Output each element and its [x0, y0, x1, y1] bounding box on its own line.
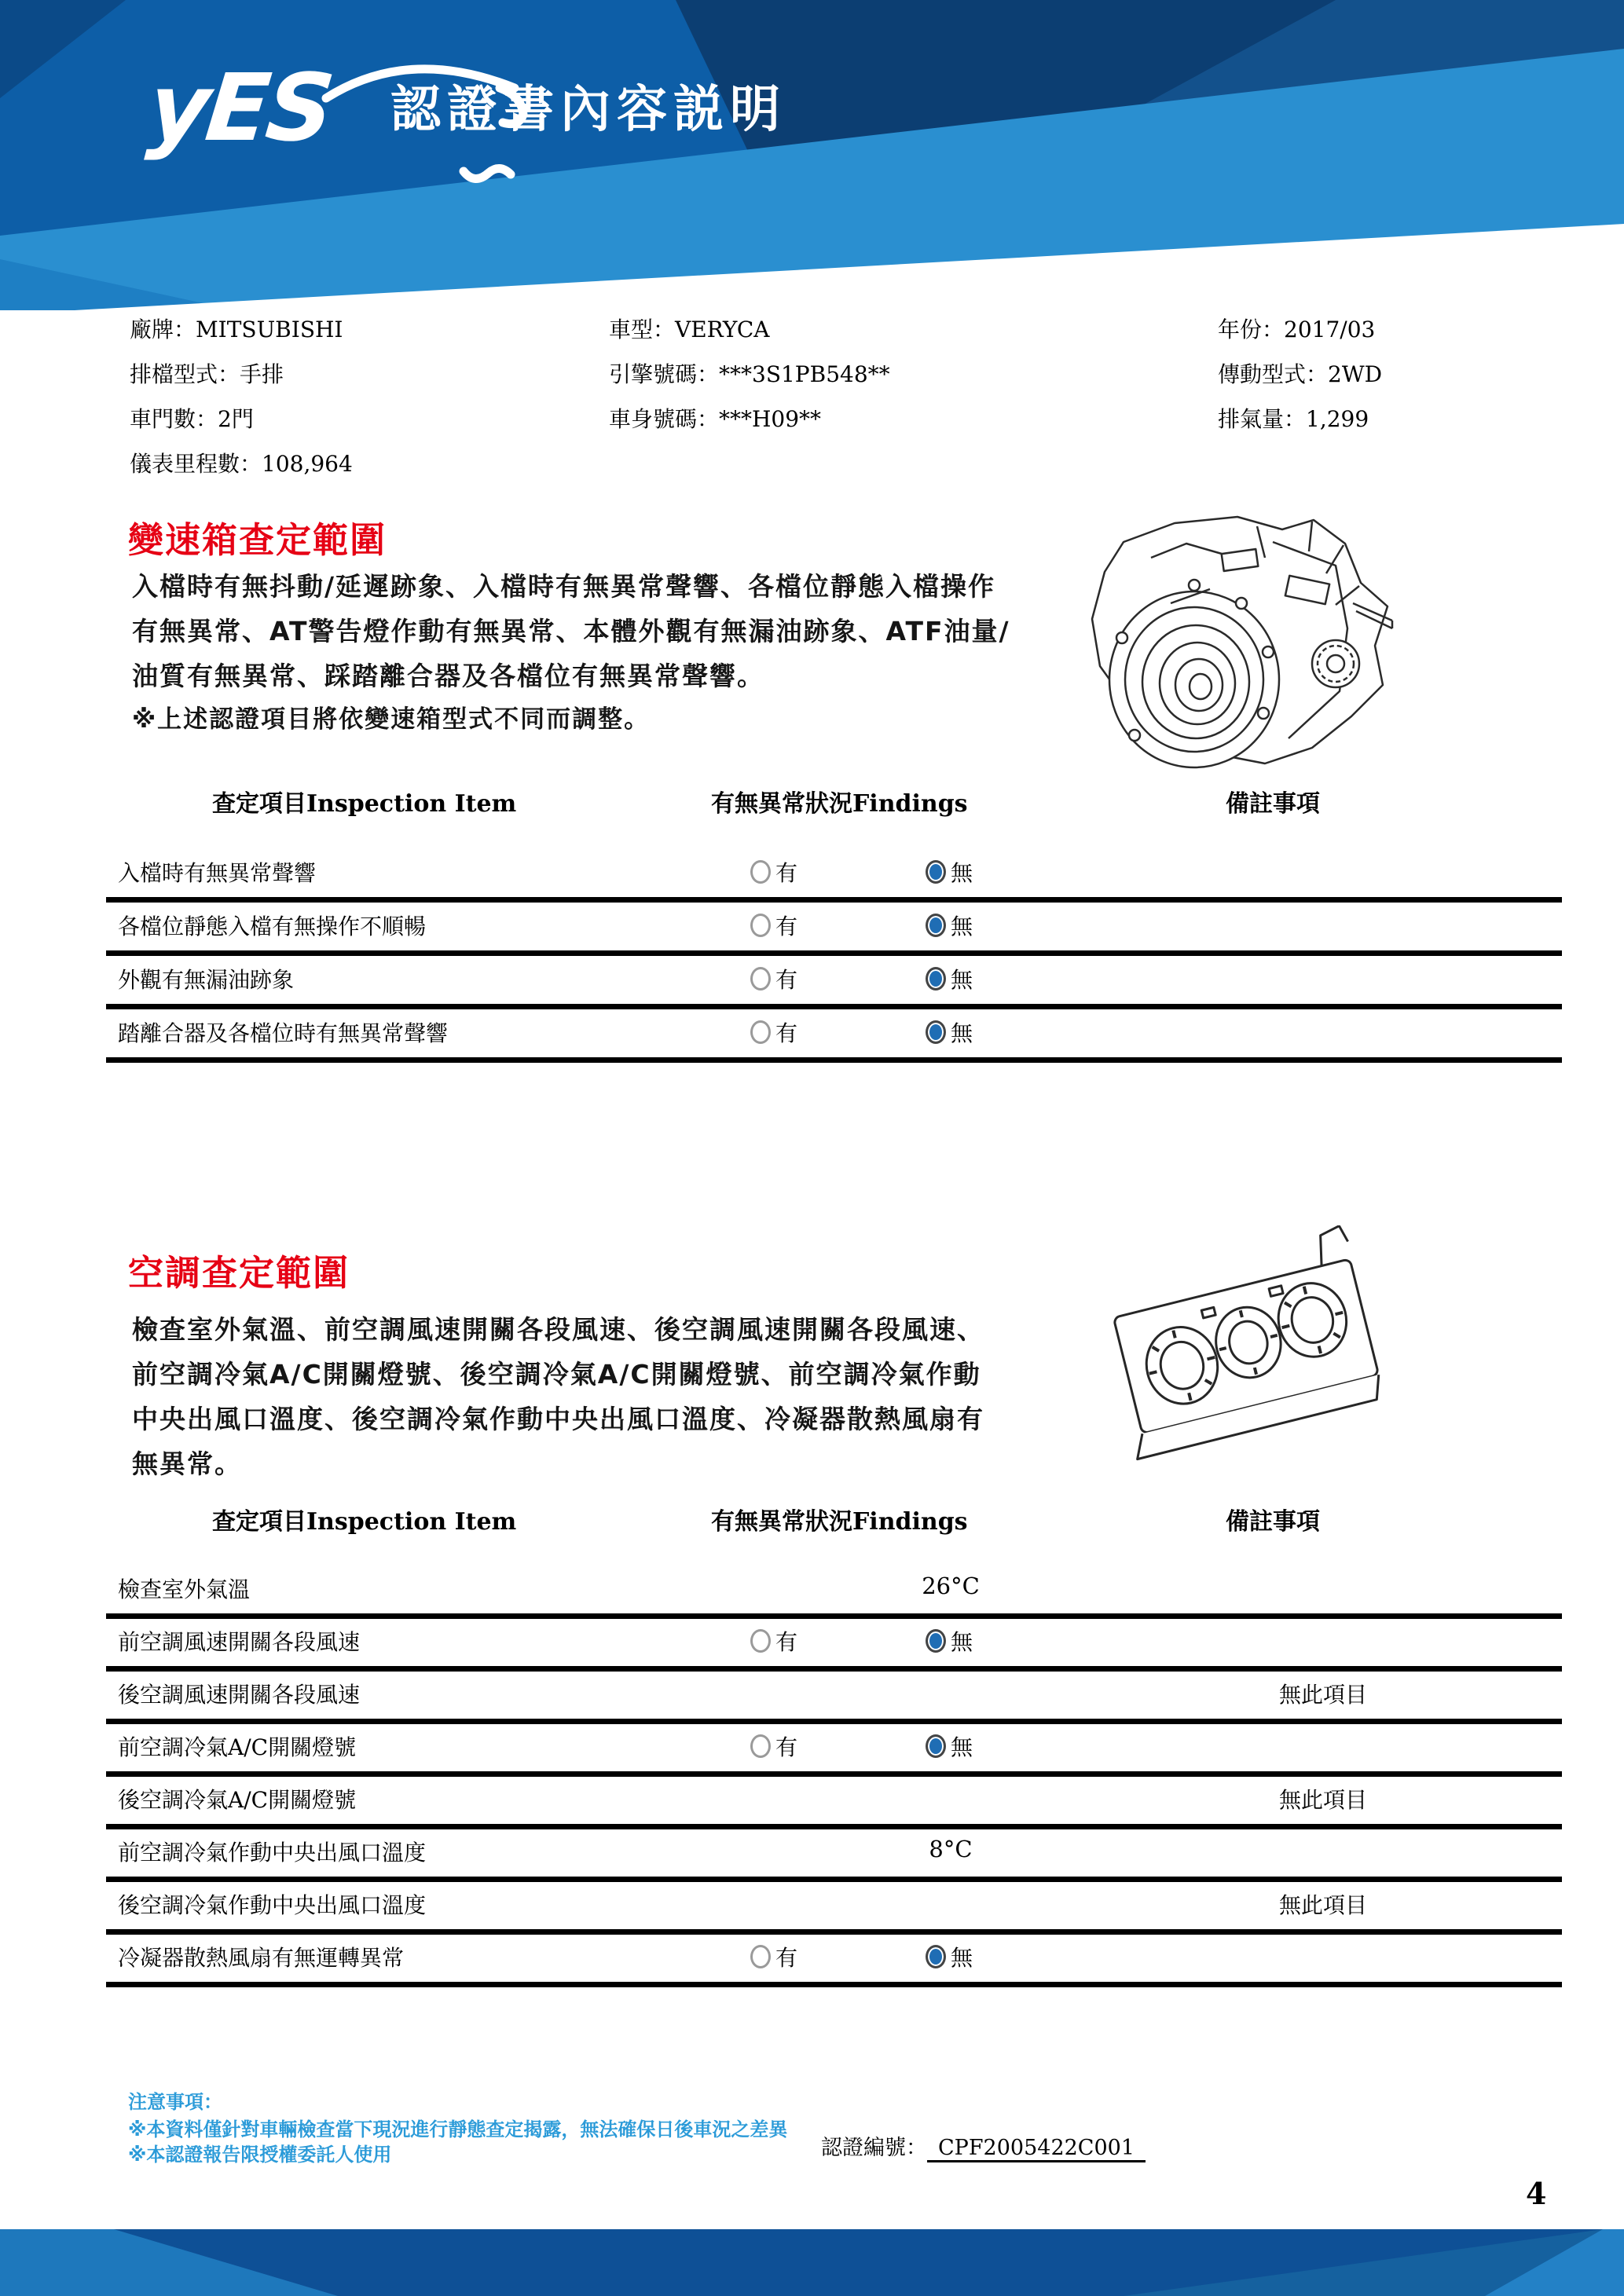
aircon-desc-line: 中央出風口溫度、後空調冷氣作動中央出風口溫度、冷凝器散熱風扇有	[132, 1404, 984, 1434]
table-divider	[106, 950, 1562, 956]
transmission-desc-line: 油質有無異常、踩踏離合器及各檔位有無異常聲響。	[132, 661, 764, 691]
finding-value: 8°C	[929, 1836, 973, 1862]
table-divider	[106, 897, 1562, 903]
t1-header-item: 查定項目Inspection Item	[212, 790, 517, 818]
table-divider	[106, 1004, 1562, 1009]
certificate-number-value: CPF2005422C001	[927, 2136, 1146, 2162]
vehicle-model: 車型：VERYCA	[609, 317, 770, 342]
table-divider	[106, 1877, 1562, 1882]
radio-no-selected[interactable]	[926, 1734, 946, 1758]
radio-no-selected[interactable]	[926, 860, 946, 884]
inspection-item-label: 檢查室外氣溫	[118, 1576, 251, 1602]
vehicle-doors: 車門數：2門	[130, 406, 254, 432]
radio-yes[interactable]	[750, 1629, 771, 1653]
table-row	[106, 1888, 1562, 1929]
notice-title: 注意事項：	[128, 2091, 222, 2113]
vehicle-drivetrain: 傳動型式：2WD	[1218, 361, 1383, 387]
footer-banner	[0, 2229, 1624, 2296]
inspection-item-label: 前空調冷氣作動中央出風口溫度	[118, 1840, 427, 1866]
inspection-item-label: 踏離合器及各檔位時有無異常聲響	[118, 1020, 449, 1046]
transmission-section-title: 變速箱查定範圍	[128, 519, 387, 561]
inspection-item-label: 後空調冷氣A/C開關燈號	[118, 1787, 357, 1813]
certificate-number-label: 認證編號：	[821, 2136, 927, 2160]
table-row	[106, 1573, 1562, 1613]
transmission-desc-note: ※上述認證項目將依變速箱型式不同而調整。	[132, 705, 651, 734]
vehicle-gearbox-type: 排檔型式：手排	[130, 361, 284, 387]
vehicle-vin: 車身號碼：***H09**	[609, 406, 822, 432]
radio-yes[interactable]	[750, 967, 771, 991]
t1-header-findings: 有無異常狀況Findings	[711, 790, 968, 818]
t2-header-findings: 有無異常狀況Findings	[711, 1508, 968, 1536]
vehicle-brand: 廠牌：MITSUBISHI	[130, 317, 343, 342]
table-row: 冷凝器散熱風扇有無運轉異常 有 無	[106, 1941, 1562, 1982]
table-row: 前空調風速開關各段風速 有 無	[106, 1625, 1562, 1666]
t2-header-notes: 備註事項	[1226, 1508, 1320, 1536]
transmission-desc-line: 入檔時有無抖動/延遲跡象、入檔時有無異常聲響、各檔位靜態入檔操作	[132, 571, 996, 602]
inspection-item-label: 外觀有無漏油跡象	[118, 967, 295, 993]
table-row	[106, 1783, 1562, 1824]
finding-value: 26°C	[922, 1573, 980, 1599]
table-row: 各檔位靜態入檔有無操作不順暢 有 無	[106, 910, 1562, 950]
radio-no-selected[interactable]	[926, 1020, 946, 1044]
vehicle-mileage: 儀表里程數：108,964	[130, 451, 353, 477]
remark-no-item: 無此項目	[1279, 1787, 1368, 1813]
inspection-item-label: 前空調冷氣A/C開關燈號	[118, 1734, 357, 1760]
table-divider	[106, 1719, 1562, 1724]
page-title: 認證書內容説明	[390, 81, 786, 139]
vehicle-year: 年份：2017/03	[1218, 317, 1376, 342]
table-divider	[106, 1771, 1562, 1777]
aircon-desc-line: 無異常。	[132, 1448, 242, 1479]
table-row	[106, 1836, 1562, 1877]
radio-yes[interactable]	[750, 860, 771, 884]
t2-header-item: 查定項目Inspection Item	[212, 1508, 517, 1536]
remark-no-item: 無此項目	[1279, 1892, 1368, 1918]
t1-header-notes: 備註事項	[1226, 790, 1320, 818]
radio-no-selected[interactable]	[926, 1945, 946, 1968]
table-divider	[106, 1824, 1562, 1829]
remark-no-item: 無此項目	[1279, 1682, 1368, 1708]
vehicle-engine-no: 引擎號碼：***3S1PB548**	[609, 361, 890, 387]
notice-line: ※本資料僅針對車輛檢查當下現況進行靜態查定揭露，無法確保日後車況之差異	[128, 2118, 788, 2140]
inspection-item-label: 各檔位靜態入檔有無操作不順暢	[118, 914, 427, 939]
inspection-item-label: 冷凝器散熱風扇有無運轉異常	[118, 1945, 405, 1971]
notice-line: ※本認證報告限授權委託人使用	[128, 2144, 392, 2166]
aircon-section-title: 空調查定範圍	[128, 1252, 350, 1294]
table-row: 外觀有無漏油跡象 有 無	[106, 963, 1562, 1004]
table-divider	[106, 1057, 1562, 1063]
inspection-item-label: 後空調冷氣作動中央出風口溫度	[118, 1892, 427, 1918]
table-row: 前空調冷氣A/C開關燈號 有 無	[106, 1730, 1562, 1771]
certificate-number-line	[821, 2130, 1146, 2161]
page-number: 4	[1526, 2176, 1547, 2211]
radio-yes[interactable]	[750, 1734, 771, 1758]
radio-no-selected[interactable]	[926, 967, 946, 991]
radio-no-selected[interactable]	[926, 914, 946, 937]
table-divider	[106, 1666, 1562, 1672]
inspection-item-label: 後空調風速開關各段風速	[118, 1682, 361, 1708]
radio-yes[interactable]	[750, 1020, 771, 1044]
inspection-item-label: 入檔時有無異常聲響	[118, 860, 317, 886]
transmission-illustration	[1076, 511, 1399, 778]
aircon-desc-line: 前空調冷氣A/C開關燈號、後空調冷氣A/C開關燈號、前空調冷氣作動	[132, 1359, 981, 1390]
vehicle-displacement: 排氣量：1,299	[1218, 406, 1369, 432]
transmission-desc-line: 有無異常、AT警告燈作動有無異常、本體外觀有無漏油跡象、ATF油量/	[132, 616, 1010, 646]
table-row: 入檔時有無異常聲響 有 無	[106, 856, 1562, 897]
table-divider	[106, 1982, 1562, 1987]
radio-yes[interactable]	[750, 914, 771, 937]
aircon-desc-line: 檢查室外氣溫、前空調風速開關各段風速、後空調風速開關各段風速、	[132, 1314, 984, 1345]
table-row: 踏離合器及各檔位時有無異常聲響 有 無	[106, 1016, 1562, 1057]
header-banner	[0, 0, 1624, 310]
ac-panel-illustration	[1104, 1225, 1387, 1469]
inspection-item-label: 前空調風速開關各段風速	[118, 1629, 361, 1655]
table-divider	[106, 1613, 1562, 1619]
table-divider	[106, 1929, 1562, 1935]
footer-background-shapes	[0, 2229, 1624, 2296]
yes-logo-text: yES	[143, 53, 336, 162]
radio-no-selected[interactable]	[926, 1629, 946, 1653]
radio-yes[interactable]	[750, 1945, 771, 1968]
table-row	[106, 1678, 1562, 1719]
